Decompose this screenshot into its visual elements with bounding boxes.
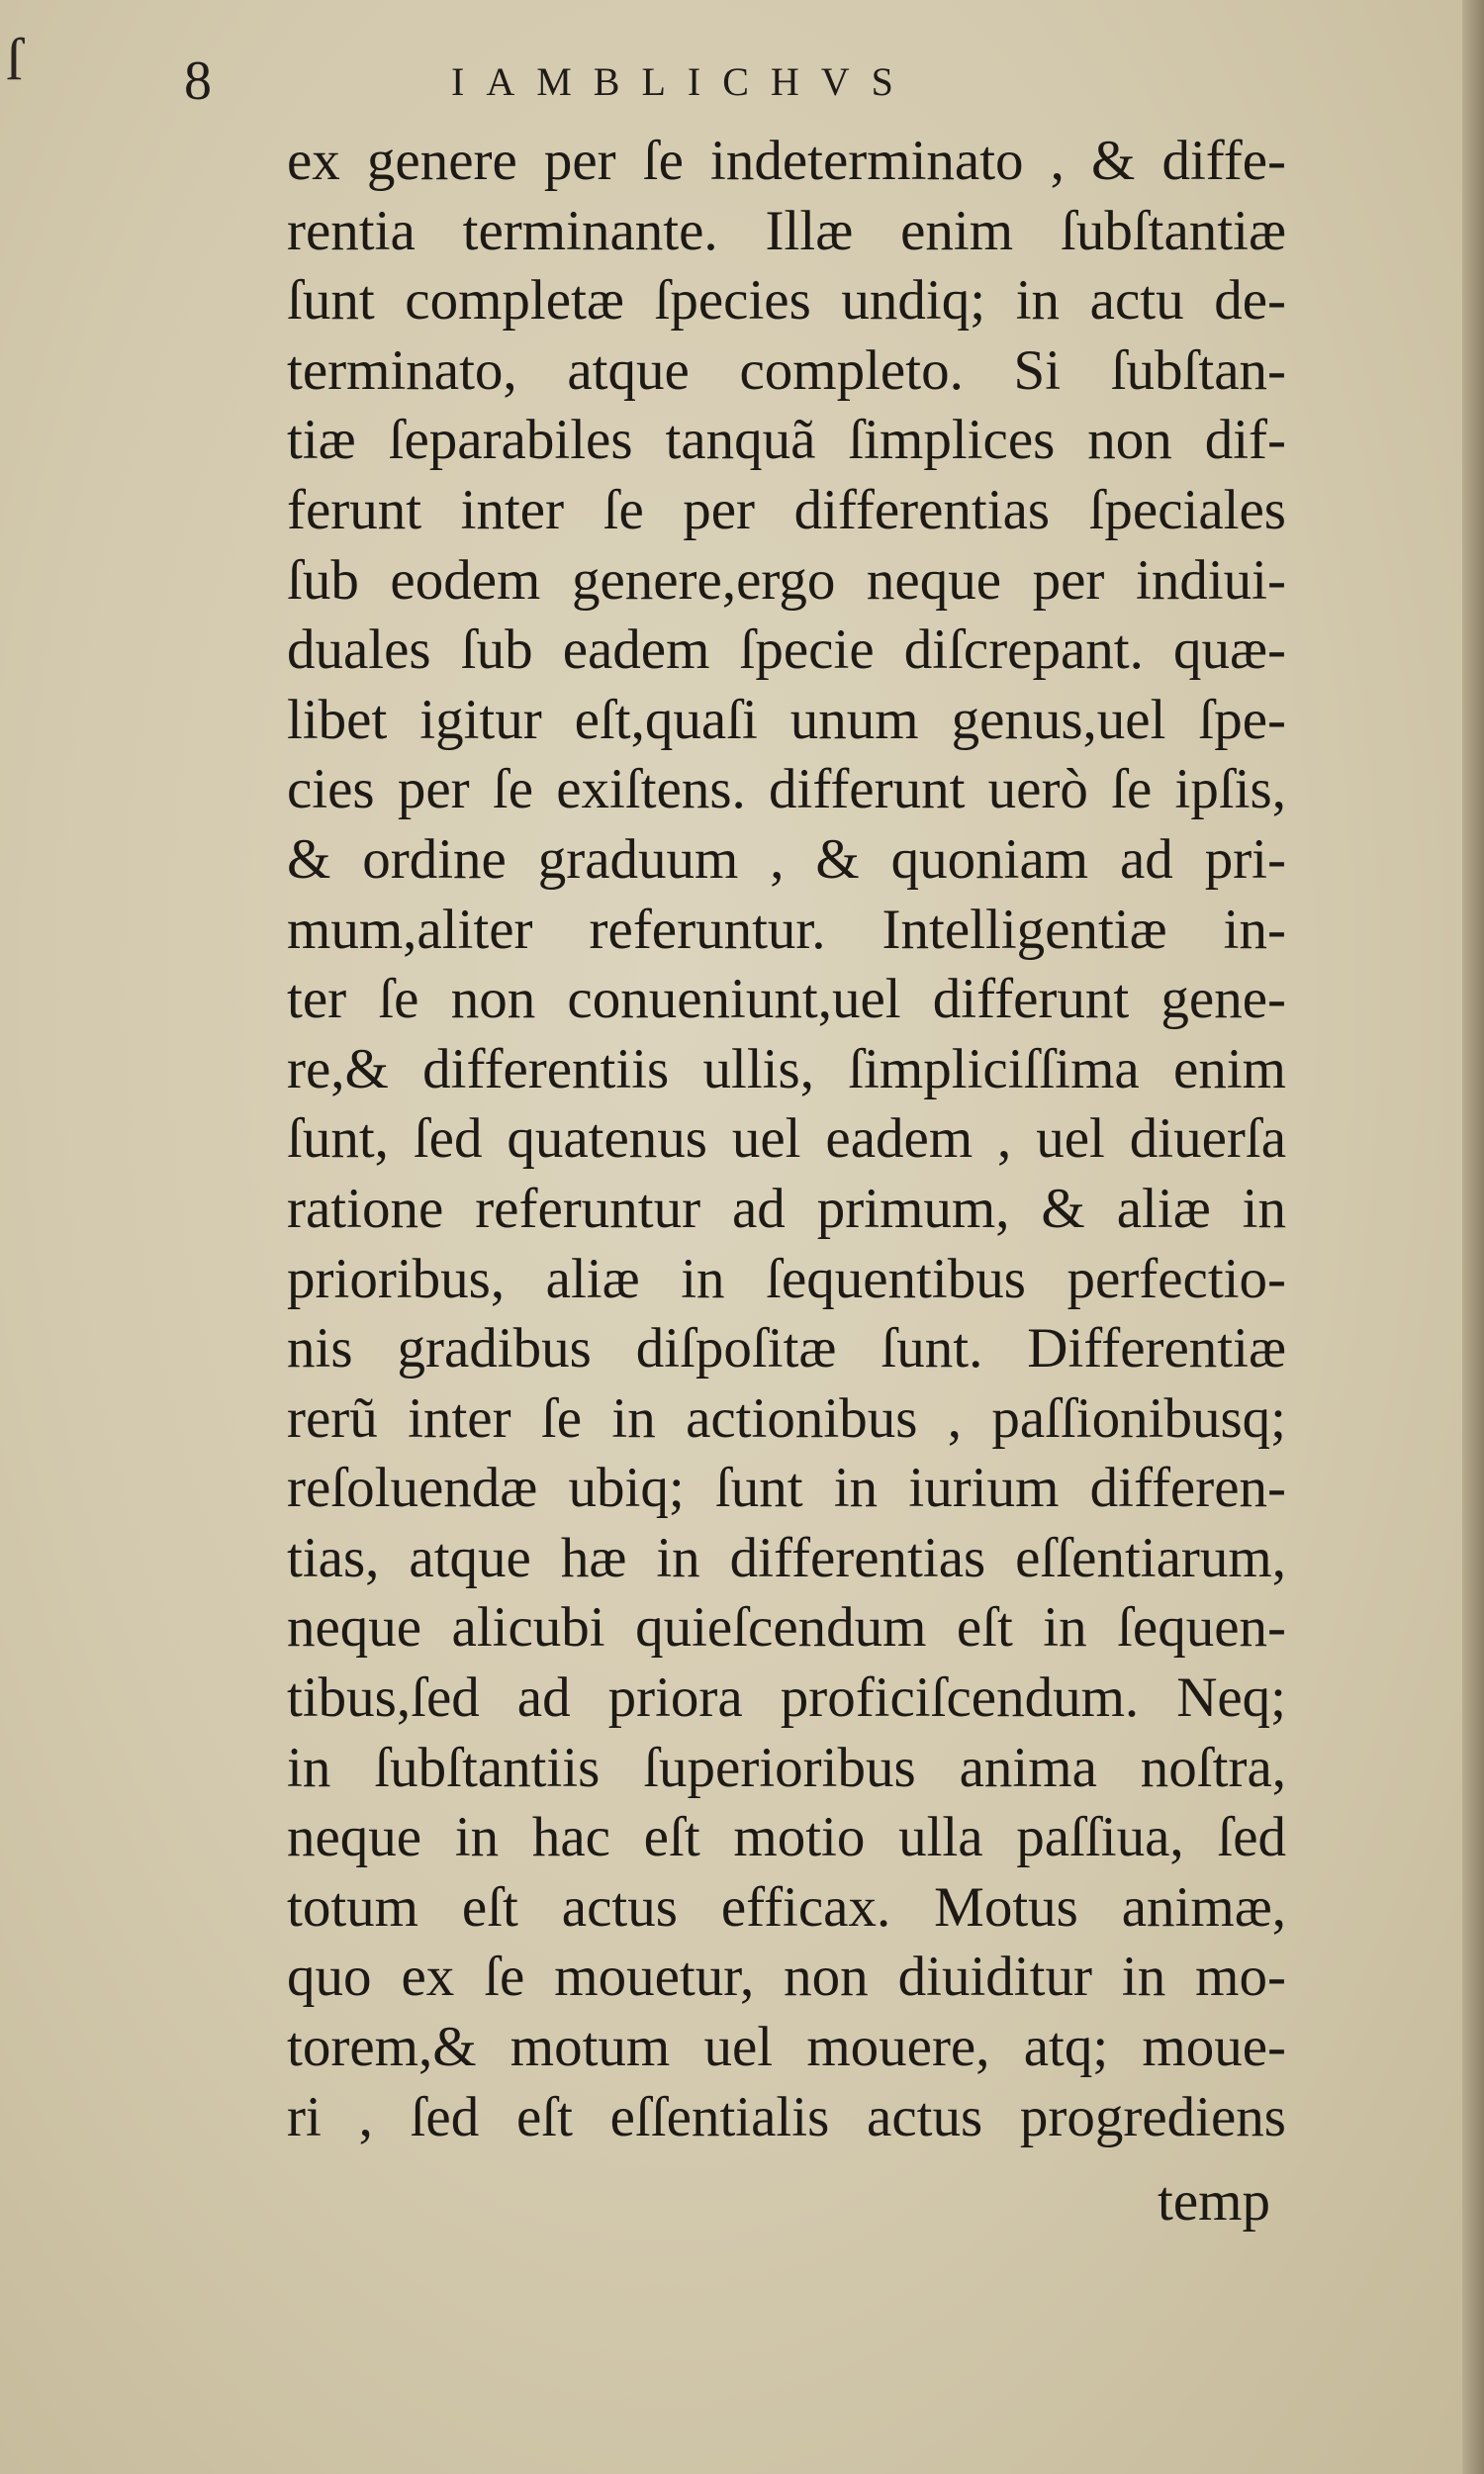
text-line: tiæ ſeparabiles tanquã ſimplices non dif-	[287, 409, 1286, 472]
text-line: rentia terminante. Illæ enim ſubſtantiæ	[287, 199, 1286, 262]
text-line: prioribus, aliæ in ſequentibus perfectio-	[287, 1247, 1286, 1310]
text-line: terminato, atque completo. Si ſubſtan-	[287, 338, 1286, 402]
margin-mark: ſ	[6, 27, 23, 92]
text-line: nis gradibus diſpoſitæ ſunt. Differentiæ	[287, 1317, 1286, 1380]
running-head: IAMBLICHVS	[451, 59, 915, 104]
text-line: duales ſub eadem ſpecie diſcrepant. quæ-	[287, 618, 1286, 682]
text-line: ferunt inter ſe per differentias ſpeciales	[287, 478, 1286, 541]
text-line: ex genere per ſe indeterminato , & diffe-	[287, 130, 1286, 192]
text-line: ri , ſed eſt eſſentialis actus progrediens	[287, 2085, 1286, 2148]
text-line: torem,& motum uel mouere, atq; moue-	[287, 2016, 1286, 2079]
page-number: 8	[184, 50, 212, 112]
text-line: libet igitur eſt,quaſi unum genus,uel ſpe-	[287, 688, 1286, 751]
page-header	[184, 51, 1015, 111]
text-line: ſub eodem genere,ergo neque per indiui-	[287, 548, 1286, 612]
binding-gutter	[1462, 0, 1484, 2474]
text-line: in ſubſtantiis ſuperioribus anima noſtra,	[287, 1736, 1286, 1799]
text-line: ſunt completæ ſpecies undiq; in actu de-	[287, 269, 1286, 333]
text-line: tias, atque hæ in differentias eſſentiarum,	[287, 1526, 1286, 1589]
text-line: re,& differentiis ullis, ſimpliciſſima enim	[287, 1037, 1286, 1100]
catchword: temp	[1158, 2170, 1270, 2233]
text-line: tibus,ſed ad priora proficiſcendum. Neq;	[287, 1666, 1286, 1730]
text-line: quo ex ſe mouetur, non diuiditur in mo-	[287, 1946, 1286, 2009]
text-line: totum eſt actus efficax. Motus animæ,	[287, 1875, 1286, 1939]
text-line: ratione referuntur ad primum, & aliæ in	[287, 1177, 1286, 1240]
text-line: neque alicubi quieſcendum eſt in ſequen-	[287, 1596, 1286, 1660]
text-line: ter ſe non conueniunt,uel differunt gene-	[287, 968, 1286, 1031]
text-line: cies per ſe exiſtens. differunt uerò ſe ipſis,	[287, 758, 1286, 821]
text-line: mum,aliter referuntur. Intelligentiæ in-	[287, 898, 1286, 961]
text-line: ſunt, ſed quatenus uel eadem , uel diuerſa	[287, 1107, 1286, 1171]
body-text	[287, 127, 1286, 2152]
text-line: rerũ inter ſe in actionibus , paſſionibusq;	[287, 1386, 1286, 1450]
text-line: & ordine graduum , & quoniam ad pri-	[287, 827, 1286, 891]
text-line: reſoluendæ ubiq; ſunt in iurium differen-	[287, 1457, 1286, 1520]
text-line: neque in hac eſt motio ulla paſſiua, ſed	[287, 1806, 1286, 1869]
